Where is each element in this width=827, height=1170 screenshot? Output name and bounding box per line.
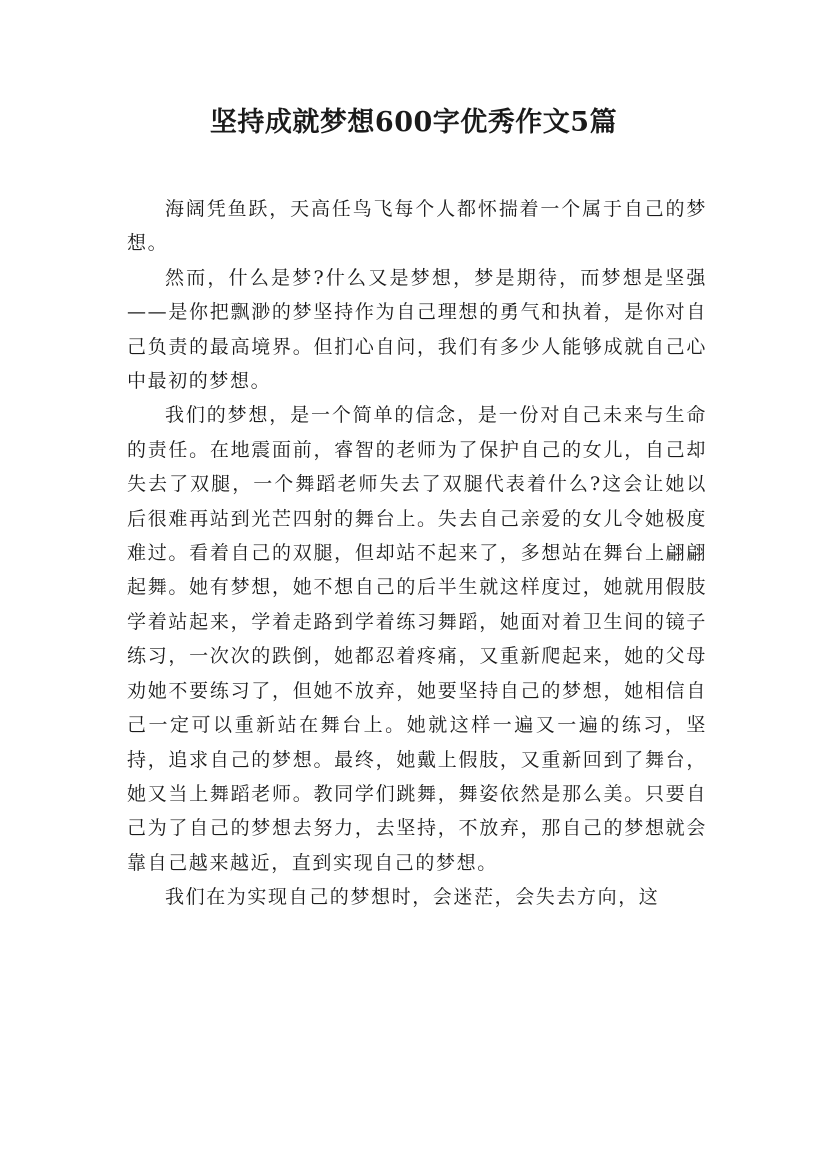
paragraph-2: 然而，什么是梦?什么又是梦想，梦是期待，而梦想是坚强——是你把飘渺的梦坚持作为自己理想的勇气和执着，是你对自己负责的最高境界。但扪心自问，我们有多少人能够成就自己心中最初的梦想。 (127, 266, 707, 393)
paragraph-3: 我们的梦想，是一个简单的信念，是一份对自己未来与生命的责任。在地震面前，睿智的老师为了保护自己的女儿，自己却失去了双腿，一个舞蹈老师失去了双腿代表着什么?这会让她以后很难再站到光芒四射的舞台上。失去自己亲爱的女儿令她极度难过。看着自己的双腿，但却站不起来了，多想站在舞台上翩翩起舞。她有梦想，她不想自己的后半生就这样度过，她就用假肢学着站起来，学着走路到学着练习舞蹈，她面对着卫生间的镜子练习，一次次的跌倒，她都忍着疼痛，又重新爬起来，她的父母劝她不要练习了，但她不放弃，她要坚持自己的梦想，她相信自己一定可以重新站在舞台上。她就这样一遍又一遍的练习，坚持，追求自己的梦想。最终，她戴上假肢，又重新回到了舞台，她又当上舞蹈老师。教同学们跳舞，舞姿依然是那么美。只要自己为了自己的梦想去努力，去坚持，不放弃，那自己的梦想就会靠自己越来越近，直到实现自己的梦想。 (127, 404, 707, 874)
paragraph-1: 海阔凭鱼跃，天高任鸟飞每个人都怀揣着一个属于自己的梦想。 (127, 198, 707, 255)
paragraph-4: 我们在为实现自己的梦想时，会迷茫，会失去方向，这 (165, 886, 660, 909)
document-body (127, 192, 707, 915)
document-title: 坚持成就梦想600字优秀作文5篇 (209, 107, 618, 138)
